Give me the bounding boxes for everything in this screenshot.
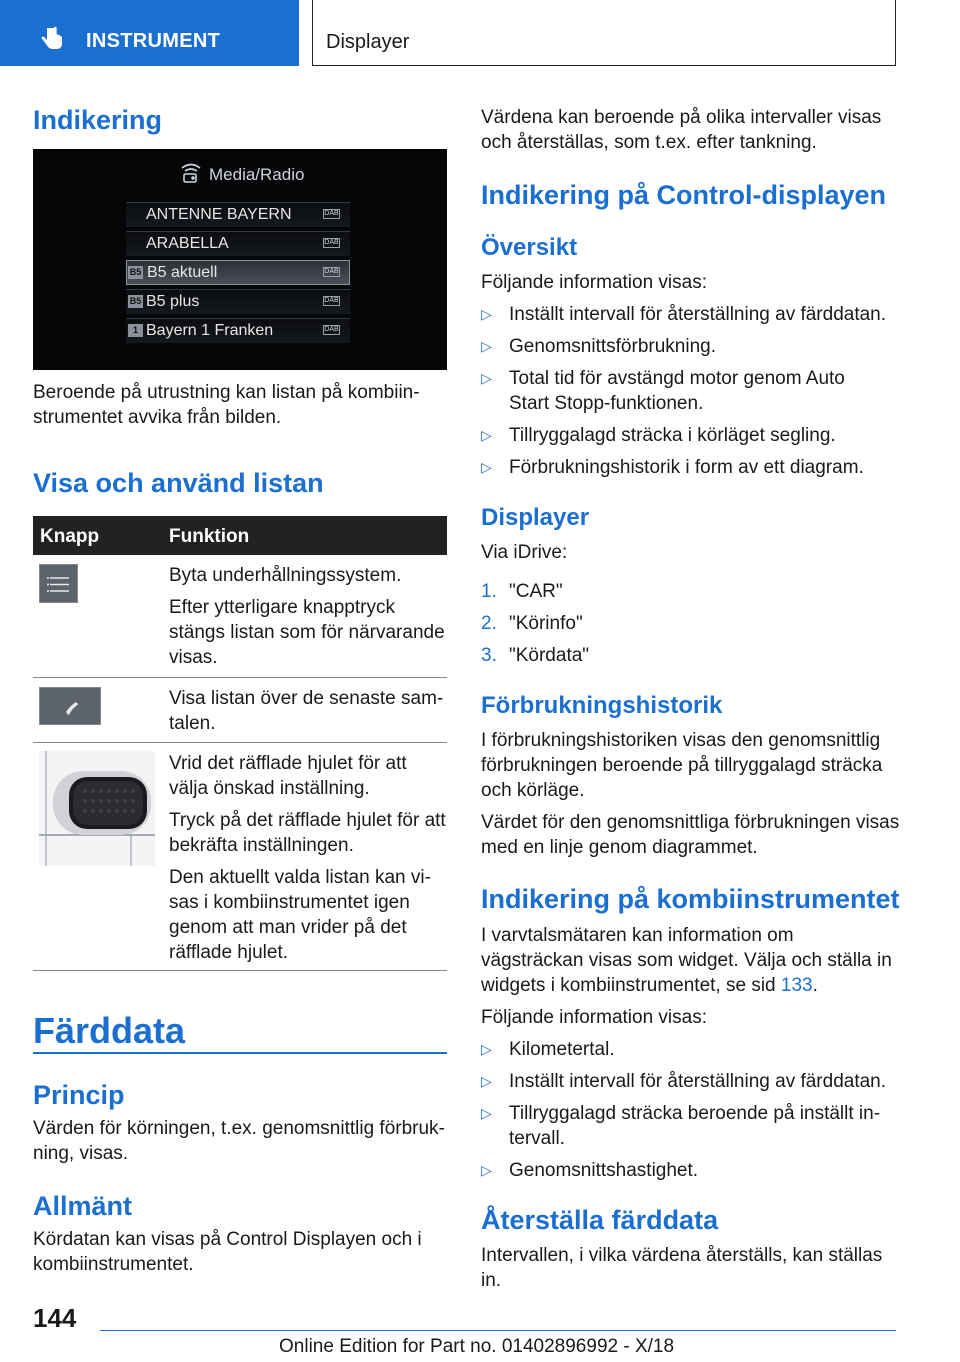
list-item: ▷ Kilometertal. xyxy=(481,1037,901,1062)
media-radio-screen-image xyxy=(33,149,447,370)
heading-displayer: Displayer xyxy=(481,504,590,531)
table-cell-text: Tryck på det räfflade hjulet för att bekräfta inställningen. xyxy=(169,810,446,856)
dab-badge: DAB xyxy=(324,210,339,217)
princip-text: Värden för körningen, t.ex. genomsnittlig förbrukning, visas. xyxy=(33,1118,445,1164)
step-item xyxy=(481,643,901,668)
thumbwheel-icon xyxy=(39,751,155,866)
col-knapp: Knapp xyxy=(40,526,100,547)
steps-list xyxy=(481,579,901,668)
list-item: ▷ Tillryggalagd sträcka beroende på inställt intervall. xyxy=(481,1101,891,1151)
heading-forbrukningshistorik: Förbrukningshistorik xyxy=(481,692,723,719)
step-item xyxy=(481,611,901,636)
intro-text: Värdena kan beroende på olika intervaller visas och återställas, som t.ex. efter tankning. xyxy=(481,107,882,153)
list-item: ▷ Genomsnittshastighet. xyxy=(481,1158,901,1183)
displayer-intro: Via iDrive: xyxy=(481,542,568,563)
preset-badge: B5 xyxy=(129,267,142,277)
heading-farddata: Färddata xyxy=(33,1010,186,1051)
station-row-selected[interactable] xyxy=(126,260,350,285)
list-menu-icon xyxy=(39,564,78,603)
table-divider xyxy=(33,970,447,971)
phone-icon xyxy=(39,687,101,725)
page-link[interactable]: 133 xyxy=(780,975,813,996)
list-item: ▷ Genomsnittsförbrukning. xyxy=(481,334,901,359)
station-name: B5 aktuell xyxy=(147,264,218,281)
step-number: 1. xyxy=(481,581,497,602)
section-title: Displayer xyxy=(326,31,410,53)
step-text: "Körinfo" xyxy=(509,613,583,634)
media-radio-icon xyxy=(179,162,203,184)
heading-allmant: Allmänt xyxy=(33,1191,133,1221)
station-row[interactable] xyxy=(126,202,350,227)
station-name: ARABELLA xyxy=(146,235,229,252)
heading-princip: Princip xyxy=(33,1080,125,1110)
kombi-text-part: I varvtalsmätaren kan information om vägsträckan visas som widget. Välja och ställa in widgets i kombiinstrumentet, se sid xyxy=(481,925,892,996)
chapter-label: INSTRUMENT xyxy=(86,30,221,52)
table-cell-text: Visa listan över de senaste samtalen. xyxy=(169,688,444,734)
list-item: ▷ Inställt intervall för återställning av färddatan. xyxy=(481,302,901,327)
historik-text: I förbrukningshistoriken visas den genomsnittlig förbrukningen beroende på tillryggalagd sträcka och körläge. xyxy=(481,730,883,801)
step-number: 3. xyxy=(481,645,497,666)
heading-visa-och-anvand: Visa och använd listan xyxy=(33,468,324,498)
heading-rule xyxy=(33,1052,447,1054)
preset-badge: B5 xyxy=(129,296,142,306)
historik-text: Värdet för den genomsnittliga förbrukningen visas med en linje genom diagrammet. xyxy=(481,812,900,858)
col-funktion: Funktion xyxy=(169,526,250,547)
step-text: "Kördata" xyxy=(509,645,590,666)
table-cell-text: Vrid det räfflade hjulet för att välja önskad inställning. xyxy=(169,753,407,799)
allmant-text: Kördatan kan visas på Control Displayen och i kombiinstrumentet. xyxy=(33,1229,422,1275)
hand-pointer-icon xyxy=(40,26,64,52)
station-row[interactable] xyxy=(126,318,350,343)
section-header xyxy=(312,0,896,66)
kombi-text xyxy=(481,923,901,998)
table-cell-text: Efter ytterligare knapptryck stängs listan som för närvarande visas. xyxy=(169,597,445,668)
dab-badge: DAB xyxy=(324,326,339,333)
kombi-text-end: . xyxy=(812,975,818,996)
chapter-tab xyxy=(0,0,299,66)
dab-badge: DAB xyxy=(324,268,339,275)
table-cell-text: Byta underhållningssystem. xyxy=(169,565,402,586)
station-name: Bayern 1 Franken xyxy=(146,322,274,339)
step-item xyxy=(481,579,901,604)
station-name: B5 plus xyxy=(146,293,200,310)
station-name: ANTENNE BAYERN xyxy=(146,206,292,223)
table-cell-text: Den aktuellt valda listan kan visas i kombiinstrumentet igen genom att man vrider på det räfflade hjulet. xyxy=(169,867,431,963)
list-item: ▷ Total tid för avstängd motor genom Auto Start Stopp-funktionen. xyxy=(481,366,871,416)
oversikt-intro: Följande information visas: xyxy=(481,272,707,293)
dab-badge: DAB xyxy=(324,239,339,246)
kombi-intro: Följande information visas: xyxy=(481,1007,707,1028)
table-divider xyxy=(33,742,447,743)
heading-oversikt: Översikt xyxy=(481,234,578,261)
heading-indikering: Indikering xyxy=(33,105,163,135)
kombi-list xyxy=(481,1037,901,1183)
table-divider xyxy=(33,677,447,678)
table-header xyxy=(33,516,447,555)
page-number: 144 xyxy=(33,1303,77,1333)
list-item: ▷ Inställt intervall för återställning av färddatan. xyxy=(481,1069,901,1094)
heading-kombiinstrumentet: Indikering på kombiinstrumentet xyxy=(481,884,900,914)
aterstalla-text: Intervallen, i vilka värdena återställs, kan ställas in. xyxy=(481,1245,883,1291)
heading-aterstalla: Återställa färddata xyxy=(481,1205,719,1235)
list-item: ▷ Tillryggalagd sträcka i körläget segling. xyxy=(481,423,901,448)
step-text: "CAR" xyxy=(509,581,563,602)
edition-text: Online Edition for Part no. 01402896992 - X/18 xyxy=(279,1336,675,1357)
list-item: ▷ Förbrukningshistorik i form av ett diagram. xyxy=(481,455,901,480)
step-number: 2. xyxy=(481,613,497,634)
preset-badge: 1 xyxy=(128,324,143,337)
oversikt-list xyxy=(481,302,901,480)
heading-control-displayen: Indikering på Control-displayen xyxy=(481,180,887,210)
screen-title: Media/Radio xyxy=(209,165,305,184)
station-row[interactable] xyxy=(126,231,350,256)
dab-badge: DAB xyxy=(324,297,339,304)
station-row[interactable] xyxy=(126,289,350,314)
footer-rule xyxy=(100,1330,896,1331)
screen-caption: Beroende på utrustning kan listan på kombiinstrumentet avvika från bilden. xyxy=(33,382,420,428)
